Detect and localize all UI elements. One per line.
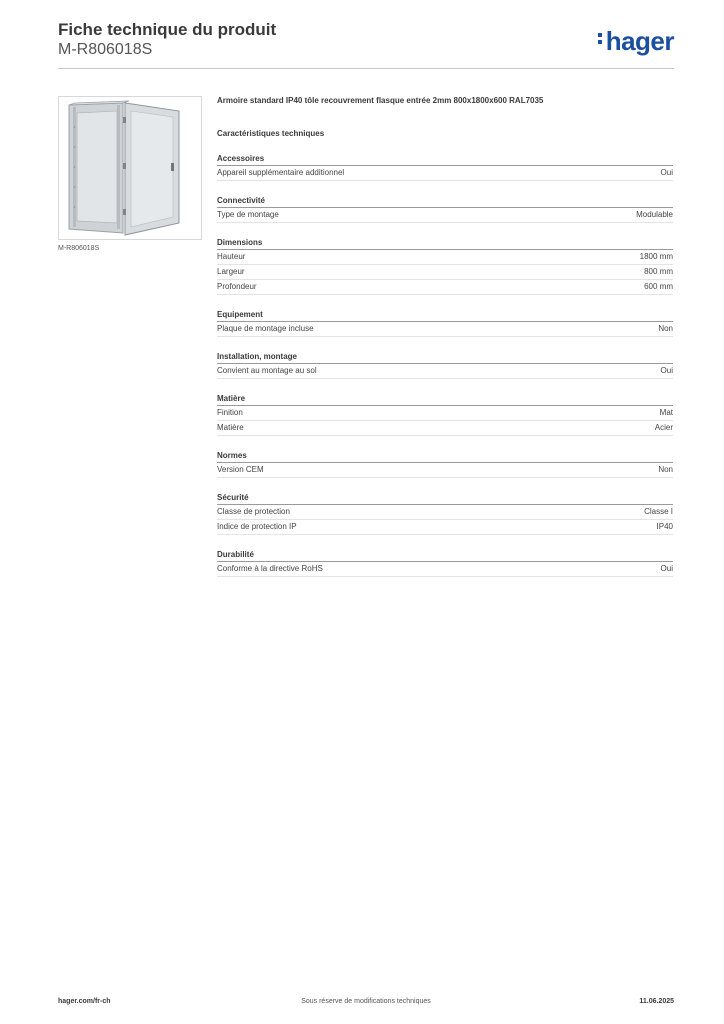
- spec-value: Classe I: [644, 507, 673, 516]
- spec-value: Oui: [660, 564, 673, 573]
- spec-group-title: Durabilité: [217, 549, 673, 562]
- spec-value: Oui: [660, 366, 673, 375]
- spec-label: Convient au montage au sol: [217, 366, 317, 375]
- spec-group-matiere: [217, 393, 673, 436]
- page-title: Fiche technique du produit: [58, 20, 277, 39]
- spec-group-connectivite: [217, 195, 673, 223]
- spec-label: Hauteur: [217, 252, 246, 261]
- spec-row: [217, 505, 673, 520]
- spec-row: [217, 280, 673, 295]
- hager-logo: [598, 26, 674, 57]
- cabinet-illustration-icon: [59, 97, 201, 239]
- spec-group-title: Matière: [217, 393, 673, 406]
- spec-group-title: Installation, montage: [217, 351, 673, 364]
- spec-value: Oui: [660, 168, 673, 177]
- spec-label: Appareil supplémentaire additionnel: [217, 168, 345, 177]
- product-description: Armoire standard IP40 tôle recouvrement flasque entrée 2mm 800x1800x600 RAL7035: [217, 96, 544, 105]
- spec-value: 1800 mm: [639, 252, 673, 261]
- spec-value: Mat: [659, 408, 673, 417]
- spec-row: [217, 208, 673, 223]
- spec-value: Non: [658, 324, 673, 333]
- spec-value: 600 mm: [644, 282, 673, 291]
- spec-row: [217, 562, 673, 577]
- technical-characteristics-heading: Caractéristiques techniques: [217, 129, 325, 138]
- spec-group-dimensions: [217, 237, 673, 295]
- spec-group-title: Equipement: [217, 309, 673, 322]
- image-caption: M-R806018S: [58, 245, 100, 252]
- spec-value: Acier: [654, 423, 673, 432]
- spec-label: Matière: [217, 423, 244, 432]
- spec-label: Largeur: [217, 267, 245, 276]
- spec-row: [217, 406, 673, 421]
- spec-label: Profondeur: [217, 282, 257, 291]
- spec-value: IP40: [656, 522, 673, 531]
- spec-label: Finition: [217, 408, 243, 417]
- spec-row: [217, 250, 673, 265]
- logo-dots-icon: [598, 30, 604, 47]
- spec-row: [217, 421, 673, 436]
- spec-group-title: Accessoires: [217, 153, 673, 166]
- spec-label: Version CEM: [217, 465, 264, 474]
- header-divider: [58, 68, 674, 69]
- footer-notice: Sous réserve de modifications techniques: [301, 998, 431, 1005]
- spec-row: [217, 520, 673, 535]
- spec-group-durabilite: [217, 549, 673, 577]
- spec-group-title: Normes: [217, 450, 673, 463]
- spec-group-normes: [217, 450, 673, 478]
- footer-date: 11.06.2025: [639, 998, 674, 1005]
- spec-group-accessoires: [217, 153, 673, 181]
- spec-group-securite: [217, 492, 673, 535]
- spec-label: Classe de protection: [217, 507, 290, 516]
- spec-row: [217, 265, 673, 280]
- spec-group-installation: [217, 351, 673, 379]
- page-header: [58, 20, 674, 68]
- spec-row: [217, 364, 673, 379]
- footer-website: hager.com/fr-ch: [58, 998, 111, 1005]
- spec-value: 800 mm: [644, 267, 673, 276]
- spec-value: Non: [658, 465, 673, 474]
- spec-label: Indice de protection IP: [217, 522, 297, 531]
- spec-label: Plaque de montage incluse: [217, 324, 314, 333]
- spec-label: Type de montage: [217, 210, 279, 219]
- product-reference: M-R806018S: [58, 41, 153, 58]
- spec-group-title: Dimensions: [217, 237, 673, 250]
- spec-row: [217, 166, 673, 181]
- spec-label: Conforme à la directive RoHS: [217, 564, 323, 573]
- spec-row: [217, 463, 673, 478]
- logo-text: hager: [605, 26, 674, 56]
- spec-group-equipement: [217, 309, 673, 337]
- product-details: [217, 96, 673, 591]
- page-footer: [58, 998, 674, 1010]
- spec-value: Modulable: [636, 210, 673, 219]
- product-image: [58, 96, 202, 240]
- spec-group-title: Sécurité: [217, 492, 673, 505]
- spec-group-title: Connectivité: [217, 195, 673, 208]
- spec-row: [217, 322, 673, 337]
